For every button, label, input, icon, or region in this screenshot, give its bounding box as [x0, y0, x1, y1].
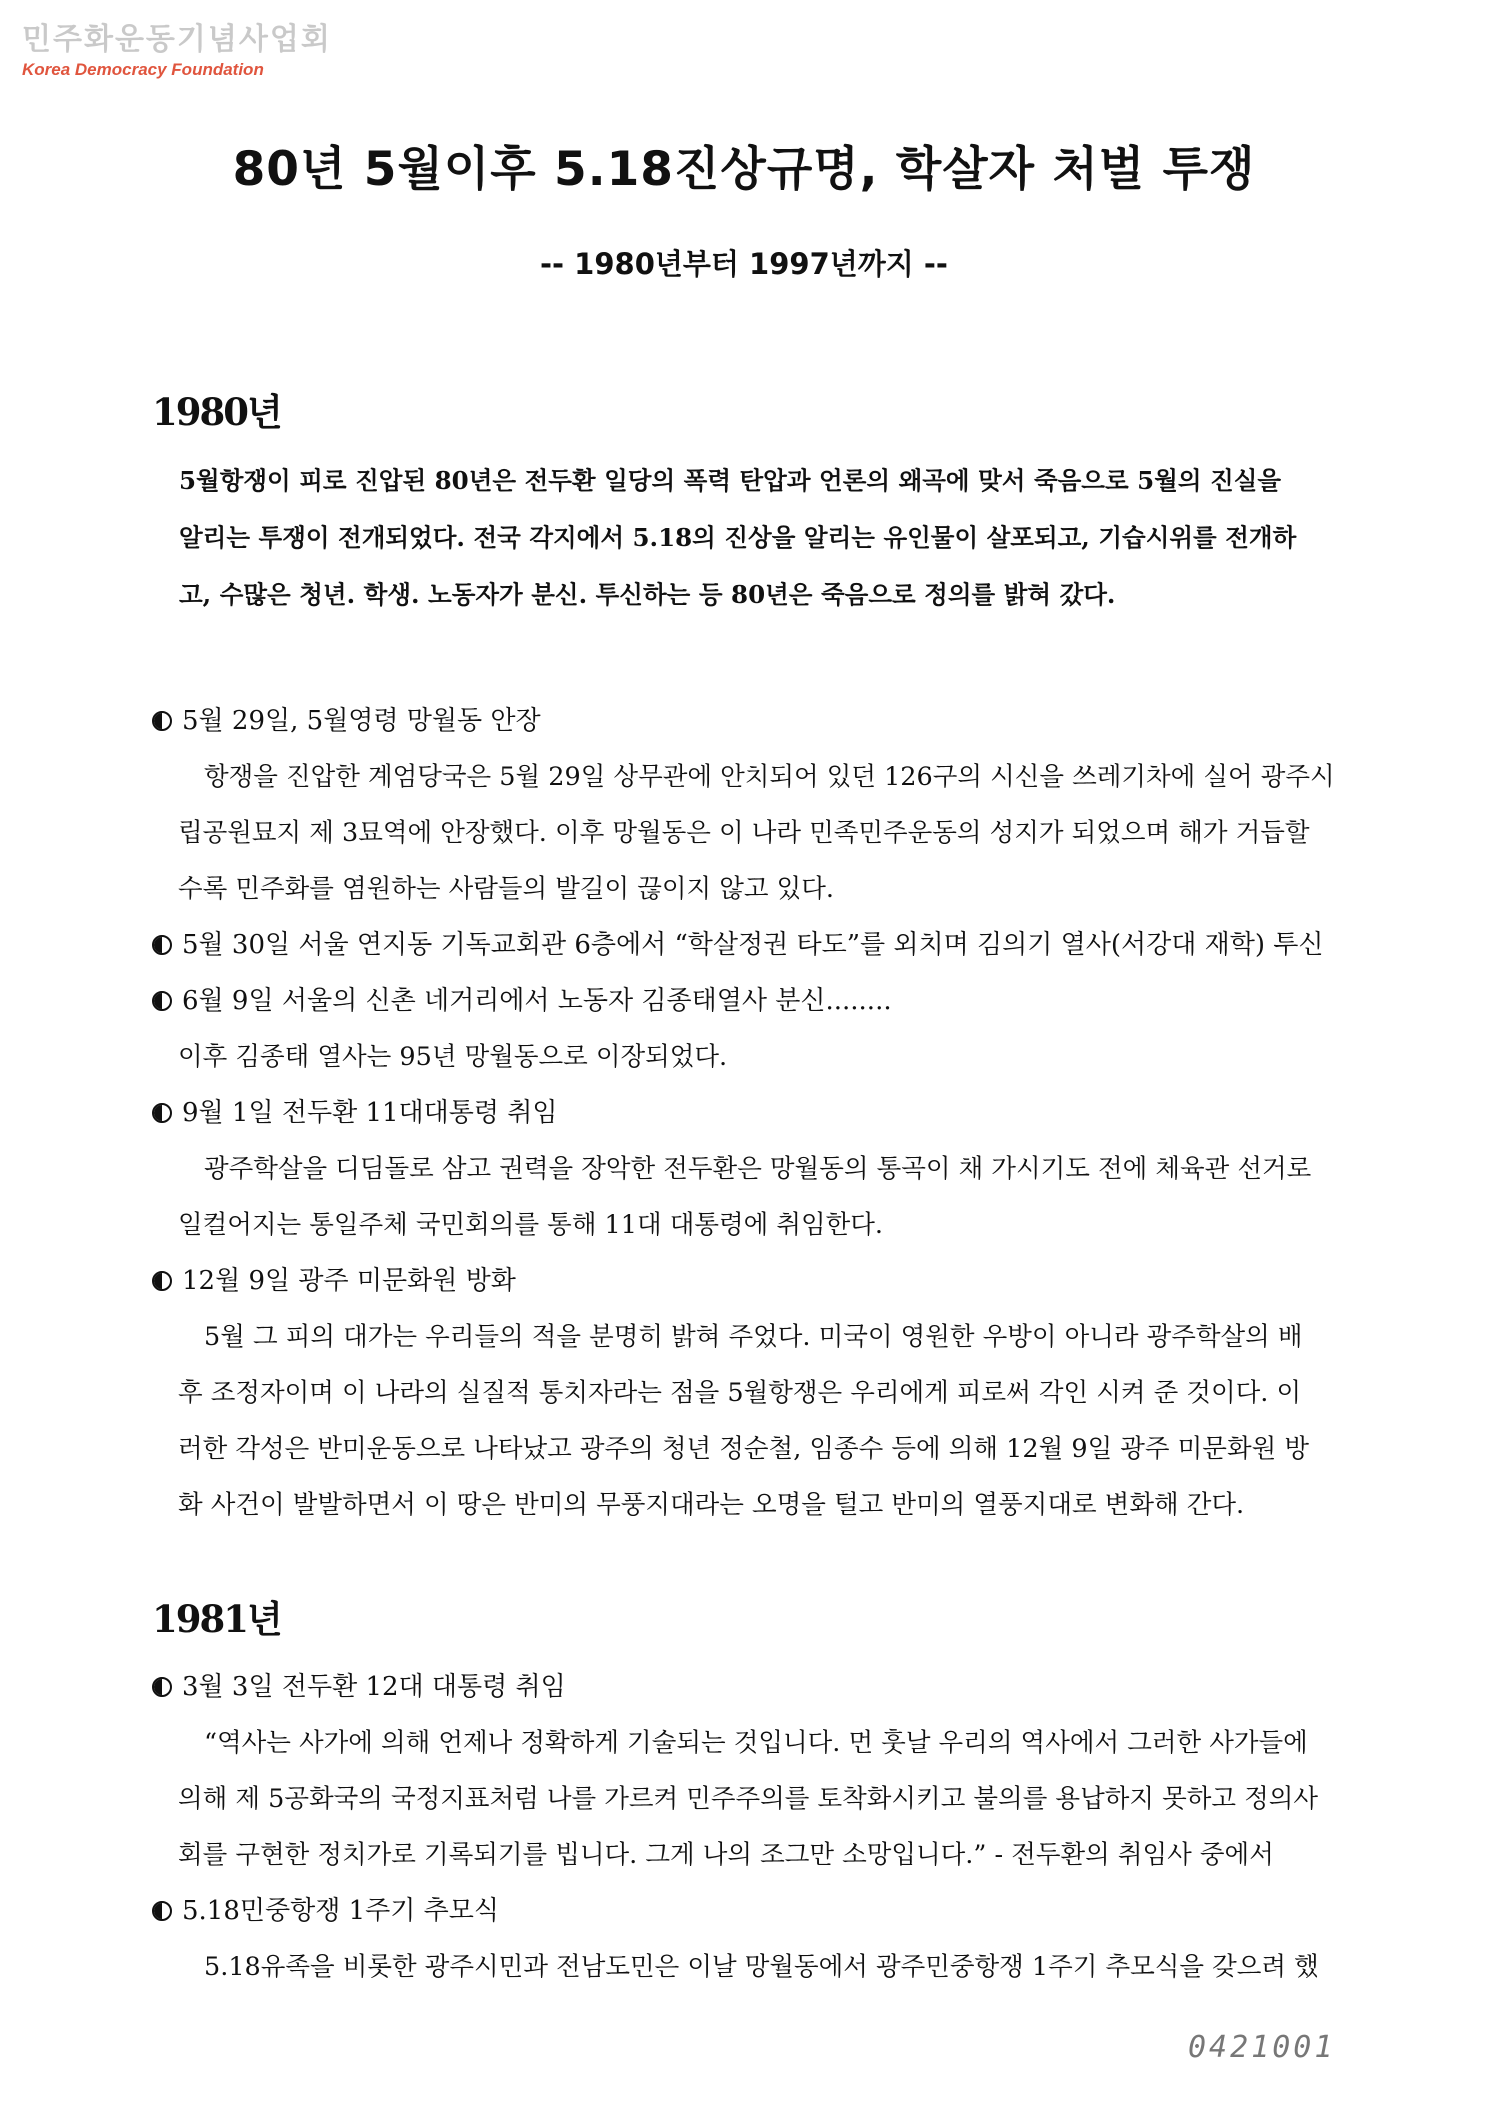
- document-subtitle: -- 1980년부터 1997년까지 --: [540, 247, 948, 281]
- event-line: 의해 제 5공화국의 국정지표처럼 나를 가르켜 민주주의를 토착화시키고 불의를 용납하지 못하고 정의사: [178, 1784, 1318, 1814]
- document-body: [152, 382, 1352, 1995]
- event-line: 회를 구현한 정치가로 기록되기를 빕니다. 그게 나의 조그만 소망입니다.” - 전두환의 취임사 중에서: [178, 1840, 1274, 1870]
- event-heading-text: 12월 9일 광주 미문화원 방화: [182, 1266, 516, 1296]
- watermark-korean-name: 민주화운동기념사업회: [22, 22, 332, 57]
- event-heading: [152, 1085, 1352, 1141]
- event-body: [178, 1939, 1352, 1995]
- half-circle-bullet-icon: [152, 1271, 172, 1291]
- half-circle-bullet-icon: [152, 991, 172, 1011]
- event-item: [152, 1659, 1352, 1883]
- event-body: [178, 1715, 1352, 1883]
- event-line: 러한 각성은 반미운동으로 나타났고 광주의 청년 정순철, 임종수 등에 의해 12월 9일 광주 미문화원 방: [178, 1434, 1309, 1464]
- intro-line: 5월항쟁이 피로 진압된 80년은 전두환 일당의 폭력 탄압과 언론의 왜곡에 맞서 죽음으로 5월의 진실을: [179, 466, 1282, 495]
- event-heading-text: 9월 1일 전두환 11대대통령 취임: [182, 1098, 558, 1128]
- event-item: [152, 917, 1352, 973]
- event-body: [178, 1029, 1352, 1085]
- half-circle-bullet-icon: [152, 711, 172, 731]
- event-item: [152, 973, 1352, 1085]
- event-heading: [152, 1659, 1352, 1715]
- event-body: [178, 1141, 1352, 1253]
- section-intro: [152, 452, 1352, 623]
- document-title: 80년 5월이후 5.18진상규명, 학살자 처벌 투쟁: [232, 142, 1256, 197]
- event-heading: [152, 917, 1352, 973]
- section-year: 1981년: [152, 1597, 281, 1641]
- event-item: [152, 693, 1352, 917]
- event-heading-text: 3월 3일 전두환 12대 대통령 취임: [182, 1672, 566, 1702]
- event-heading: [152, 1883, 1352, 1939]
- event-line: 후 조정자이며 이 나라의 실질적 통치자라는 점을 5월항쟁은 우리에게 피로써 각인 시켜 준 것이다. 이: [178, 1378, 1302, 1408]
- event-item: [152, 1085, 1352, 1253]
- event-line: 이후 김종태 열사는 95년 망월동으로 이장되었다.: [178, 1042, 728, 1072]
- event-line: 화 사건이 발발하면서 이 땅은 반미의 무풍지대라는 오명을 털고 반미의 열풍지대로 변화해 간다.: [178, 1490, 1245, 1520]
- event-heading: [152, 1253, 1352, 1309]
- event-heading-text: 5월 30일 서울 연지동 기독교회관 6층에서 “학살정권 타도”를 외치며 김의기 열사(서강대 재학) 투신: [182, 930, 1324, 960]
- event-item: [152, 1253, 1352, 1533]
- section-year: 1980년: [152, 390, 281, 434]
- event-line: “역사는 사가에 의해 언제나 정확하게 기술되는 것입니다. 먼 훗날 우리의 역사에서 그러한 사가들에: [204, 1728, 1308, 1758]
- page-stamp: 0421001: [1188, 2030, 1336, 2065]
- event-item: [152, 1883, 1352, 1995]
- event-heading-text: 6월 9일 서울의 신촌 네거리에서 노동자 김종태열사 분신........: [182, 986, 892, 1016]
- section-1981: [152, 1589, 1352, 1995]
- event-line: 5월 그 피의 대가는 우리들의 적을 분명히 밝혀 주었다. 미국이 영원한 우방이 아니라 광주학살의 배: [204, 1322, 1303, 1352]
- event-heading: [152, 973, 1352, 1029]
- event-heading-text: 5월 29일, 5월영령 망월동 안장: [182, 706, 541, 736]
- event-line: 수록 민주화를 염원하는 사람들의 발길이 끊이지 않고 있다.: [178, 874, 835, 904]
- event-line: 5.18유족을 비롯한 광주시민과 전남도민은 이날 망월동에서 광주민중항쟁 1주기 추모식을 갖으려 했: [204, 1952, 1319, 1982]
- half-circle-bullet-icon: [152, 1901, 172, 1921]
- section-1980: [152, 382, 1352, 1533]
- half-circle-bullet-icon: [152, 1103, 172, 1123]
- event-heading: [152, 693, 1352, 749]
- watermark-logo: [22, 22, 332, 80]
- event-body: [178, 1309, 1352, 1533]
- event-body: [178, 749, 1352, 917]
- event-heading-text: 5.18민중항쟁 1주기 추모식: [182, 1896, 500, 1926]
- intro-line: 고, 수많은 청년. 학생. 노동자가 분신. 투신하는 등 80년은 죽음으로 정의를 밝혀 갔다.: [179, 580, 1116, 609]
- half-circle-bullet-icon: [152, 935, 172, 955]
- event-line: 항쟁을 진압한 계엄당국은 5월 29일 상무관에 안치되어 있던 126구의 시신을 쓰레기차에 실어 광주시: [204, 762, 1335, 792]
- event-line: 광주학살을 디딤돌로 삼고 권력을 장악한 전두환은 망월동의 통곡이 채 가시기도 전에 체육관 선거로: [204, 1154, 1312, 1184]
- intro-line: 알리는 투쟁이 전개되었다. 전국 각지에서 5.18의 진상을 알리는 유인물이 살포되고, 기습시위를 전개하: [179, 523, 1297, 552]
- half-circle-bullet-icon: [152, 1677, 172, 1697]
- event-line: 일컬어지는 통일주체 국민회의를 통해 11대 대통령에 취임한다.: [178, 1210, 884, 1240]
- watermark-english-name: Korea Democracy Foundation: [22, 60, 264, 79]
- event-line: 립공원묘지 제 3묘역에 안장했다. 이후 망월동은 이 나라 민족민주운동의 성지가 되었으며 해가 거듭할: [178, 818, 1310, 848]
